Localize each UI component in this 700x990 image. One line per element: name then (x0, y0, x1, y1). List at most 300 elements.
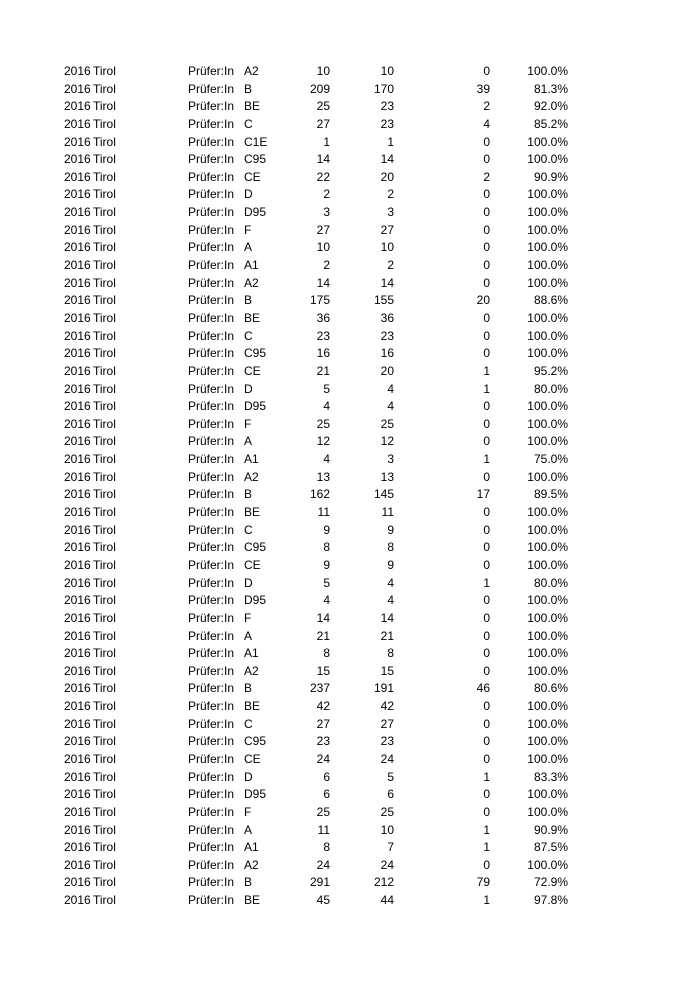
pass-rate-cell: 100.0% (527, 716, 568, 731)
failed-count-cell: 0 (483, 64, 490, 78)
table-row (0, 698, 700, 716)
role-cell: Prüfer:In (188, 751, 235, 766)
year-cell: 2016 (64, 152, 91, 167)
year-cell: 2016 (64, 699, 91, 714)
table-row (0, 116, 700, 134)
pass-rate-cell: 72.9% (533, 875, 568, 890)
role-cell: Prüfer:In (188, 222, 235, 237)
failed-count-cell: 1 (483, 822, 490, 837)
failed-count-cell: 0 (483, 152, 490, 167)
role-cell: Prüfer:In (188, 169, 235, 184)
table-row (0, 874, 700, 892)
role-cell: Prüfer:In (188, 610, 235, 625)
pass-rate-cell: 90.9% (533, 822, 568, 837)
year-cell: 2016 (64, 840, 91, 855)
table-row (0, 81, 700, 99)
license-class-cell: F (244, 222, 252, 237)
total-count-cell: 8 (323, 540, 330, 555)
year-cell: 2016 (64, 610, 91, 625)
region-cell: Tirol (93, 81, 116, 96)
table-row (0, 486, 700, 504)
year-cell: 2016 (64, 381, 91, 396)
spreadsheet-table (0, 63, 700, 910)
region-cell: Tirol (93, 804, 116, 819)
table-row (0, 151, 700, 169)
pass-rate-cell: 100.0% (527, 152, 568, 167)
table-row (0, 786, 700, 804)
year-cell: 2016 (64, 646, 91, 661)
total-count-cell: 14 (316, 275, 330, 290)
pass-rate-cell: 100.0% (527, 346, 568, 361)
license-class-cell: A2 (244, 275, 259, 290)
passed-count-cell: 10 (380, 822, 394, 837)
role-cell: Prüfer:In (188, 487, 235, 502)
passed-count-cell: 4 (387, 575, 394, 590)
passed-count-cell: 4 (387, 593, 394, 608)
pass-rate-cell: 80.0% (533, 381, 568, 396)
region-cell: Tirol (93, 857, 116, 872)
table-row (0, 539, 700, 557)
pass-rate-cell: 100.0% (527, 787, 568, 802)
region-cell: Tirol (93, 505, 116, 520)
table-row (0, 222, 700, 240)
role-cell: Prüfer:In (188, 769, 235, 784)
table-row (0, 63, 700, 81)
role-cell: Prüfer:In (188, 363, 235, 378)
total-count-cell: 162 (309, 487, 330, 502)
total-count-cell: 25 (316, 99, 330, 114)
year-cell: 2016 (64, 804, 91, 819)
license-class-cell: C95 (244, 540, 267, 555)
region-cell: Tirol (93, 469, 116, 484)
role-cell: Prüfer:In (188, 152, 235, 167)
pass-rate-cell: 83.3% (533, 769, 568, 784)
table-row (0, 98, 700, 116)
failed-count-cell: 0 (483, 646, 490, 661)
failed-count-cell: 1 (483, 769, 490, 784)
table-row (0, 239, 700, 257)
year-cell: 2016 (64, 399, 91, 414)
total-count-cell: 13 (316, 469, 330, 484)
pass-rate-cell: 97.8% (533, 893, 568, 908)
total-count-cell: 42 (316, 699, 330, 714)
region-cell: Tirol (93, 399, 116, 414)
failed-count-cell: 0 (483, 751, 490, 766)
license-class-cell: A2 (244, 663, 259, 678)
year-cell: 2016 (64, 434, 91, 449)
table-row (0, 169, 700, 187)
role-cell: Prüfer:In (188, 240, 235, 255)
table-row (0, 857, 700, 875)
year-cell: 2016 (64, 751, 91, 766)
license-class-cell: CE (244, 363, 261, 378)
region-cell: Tirol (93, 751, 116, 766)
license-class-cell: D (244, 187, 253, 202)
year-cell: 2016 (64, 328, 91, 343)
region-cell: Tirol (93, 787, 116, 802)
passed-count-cell: 155 (373, 293, 394, 308)
year-cell: 2016 (64, 522, 91, 537)
table-row (0, 610, 700, 628)
year-cell: 2016 (64, 258, 91, 273)
failed-count-cell: 0 (483, 734, 490, 749)
license-class-cell: D (244, 575, 253, 590)
region-cell: Tirol (93, 628, 116, 643)
region-cell: Tirol (93, 416, 116, 431)
role-cell: Prüfer:In (188, 840, 235, 855)
passed-count-cell: 27 (380, 716, 394, 731)
total-count-cell: 11 (317, 505, 330, 520)
license-class-cell: BE (244, 505, 261, 520)
passed-count-cell: 14 (380, 152, 394, 167)
failed-count-cell: 0 (483, 699, 490, 714)
year-cell: 2016 (64, 64, 91, 78)
failed-count-cell: 0 (483, 540, 490, 555)
year-cell: 2016 (64, 310, 91, 325)
year-cell: 2016 (64, 575, 91, 590)
failed-count-cell: 0 (483, 593, 490, 608)
total-count-cell: 237 (309, 681, 330, 696)
license-class-cell: C1E (244, 134, 268, 149)
role-cell: Prüfer:In (188, 663, 235, 678)
total-count-cell: 4 (323, 399, 330, 414)
region-cell: Tirol (93, 222, 116, 237)
failed-count-cell: 0 (483, 628, 490, 643)
total-count-cell: 5 (323, 381, 330, 396)
role-cell: Prüfer:In (188, 522, 235, 537)
pass-rate-cell: 100.0% (527, 240, 568, 255)
license-class-cell: B (244, 293, 253, 308)
failed-count-cell: 0 (483, 434, 490, 449)
failed-count-cell: 1 (483, 452, 490, 467)
license-class-cell: A (244, 628, 253, 643)
role-cell: Prüfer:In (188, 875, 235, 890)
table-row (0, 381, 700, 399)
total-count-cell: 4 (323, 452, 330, 467)
table-row (0, 804, 700, 822)
license-class-cell: BE (244, 893, 261, 908)
total-count-cell: 6 (323, 787, 330, 802)
role-cell: Prüfer:In (188, 893, 235, 908)
pass-rate-cell: 100.0% (527, 646, 568, 661)
region-cell: Tirol (93, 452, 116, 467)
total-count-cell: 27 (316, 716, 330, 731)
table-row (0, 663, 700, 681)
failed-count-cell: 79 (476, 875, 490, 890)
passed-count-cell: 212 (373, 875, 394, 890)
failed-count-cell: 0 (483, 522, 490, 537)
pass-rate-cell: 80.6% (533, 681, 568, 696)
year-cell: 2016 (64, 593, 91, 608)
table-row (0, 204, 700, 222)
role-cell: Prüfer:In (188, 452, 235, 467)
region-cell: Tirol (93, 487, 116, 502)
license-class-cell: B (244, 875, 253, 890)
total-count-cell: 3 (323, 205, 330, 220)
total-count-cell: 9 (323, 557, 330, 572)
table-row (0, 328, 700, 346)
region-cell: Tirol (93, 152, 116, 167)
license-class-cell: D95 (244, 787, 267, 802)
table-row (0, 680, 700, 698)
total-count-cell: 4 (323, 593, 330, 608)
table-row (0, 134, 700, 152)
pass-rate-cell: 100.0% (527, 205, 568, 220)
table-row (0, 557, 700, 575)
year-cell: 2016 (64, 134, 91, 149)
total-count-cell: 175 (309, 293, 330, 308)
year-cell: 2016 (64, 557, 91, 572)
role-cell: Prüfer:In (188, 293, 235, 308)
passed-count-cell: 15 (380, 663, 394, 678)
total-count-cell: 2 (323, 187, 330, 202)
pass-rate-cell: 95.2% (533, 363, 568, 378)
year-cell: 2016 (64, 857, 91, 872)
failed-count-cell: 1 (483, 381, 490, 396)
passed-count-cell: 24 (380, 751, 394, 766)
passed-count-cell: 2 (387, 258, 394, 273)
year-cell: 2016 (64, 487, 91, 502)
region-cell: Tirol (93, 822, 116, 837)
passed-count-cell: 4 (387, 381, 394, 396)
passed-count-cell: 6 (387, 787, 394, 802)
pass-rate-cell: 100.0% (527, 399, 568, 414)
license-class-cell: A1 (244, 840, 259, 855)
license-class-cell: B (244, 487, 253, 502)
region-cell: Tirol (93, 293, 116, 308)
total-count-cell: 23 (316, 328, 330, 343)
total-count-cell: 10 (316, 240, 330, 255)
year-cell: 2016 (64, 734, 91, 749)
region-cell: Tirol (93, 434, 116, 449)
year-cell: 2016 (64, 681, 91, 696)
license-class-cell: A1 (244, 258, 259, 273)
region-cell: Tirol (93, 134, 116, 149)
table-row (0, 522, 700, 540)
role-cell: Prüfer:In (188, 857, 235, 872)
pass-rate-cell: 80.0% (533, 575, 568, 590)
pass-rate-cell: 100.0% (527, 857, 568, 872)
license-class-cell: A (244, 434, 253, 449)
pass-rate-cell: 100.0% (527, 275, 568, 290)
role-cell: Prüfer:In (188, 557, 235, 572)
passed-count-cell: 3 (387, 205, 394, 220)
pass-rate-cell: 100.0% (527, 134, 568, 149)
pass-rate-cell: 100.0% (527, 540, 568, 555)
role-cell: Prüfer:In (188, 822, 235, 837)
total-count-cell: 291 (309, 875, 330, 890)
role-cell: Prüfer:In (188, 64, 235, 78)
role-cell: Prüfer:In (188, 134, 235, 149)
role-cell: Prüfer:In (188, 540, 235, 555)
failed-count-cell: 0 (483, 222, 490, 237)
region-cell: Tirol (93, 258, 116, 273)
year-cell: 2016 (64, 81, 91, 96)
passed-count-cell: 12 (380, 434, 394, 449)
failed-count-cell: 1 (483, 893, 490, 908)
table-row (0, 504, 700, 522)
license-class-cell: A1 (244, 646, 259, 661)
role-cell: Prüfer:In (188, 787, 235, 802)
pass-rate-cell: 88.6% (533, 293, 568, 308)
license-class-cell: D95 (244, 593, 267, 608)
table-row (0, 892, 700, 910)
failed-count-cell: 0 (483, 716, 490, 731)
passed-count-cell: 170 (373, 81, 394, 96)
total-count-cell: 8 (323, 646, 330, 661)
failed-count-cell: 0 (483, 663, 490, 678)
passed-count-cell: 27 (380, 222, 394, 237)
region-cell: Tirol (93, 893, 116, 908)
total-count-cell: 9 (323, 522, 330, 537)
license-class-cell: BE (244, 699, 261, 714)
year-cell: 2016 (64, 469, 91, 484)
passed-count-cell: 9 (387, 522, 394, 537)
year-cell: 2016 (64, 293, 91, 308)
year-cell: 2016 (64, 99, 91, 114)
failed-count-cell: 0 (483, 187, 490, 202)
pass-rate-cell: 100.0% (527, 222, 568, 237)
passed-count-cell: 9 (387, 557, 394, 572)
passed-count-cell: 13 (380, 469, 394, 484)
pass-rate-cell: 100.0% (527, 593, 568, 608)
total-count-cell: 11 (317, 822, 330, 837)
license-class-cell: D95 (244, 205, 267, 220)
passed-count-cell: 23 (380, 328, 394, 343)
year-cell: 2016 (64, 116, 91, 131)
role-cell: Prüfer:In (188, 258, 235, 273)
failed-count-cell: 0 (483, 310, 490, 325)
license-class-cell: F (244, 610, 252, 625)
failed-count-cell: 0 (483, 275, 490, 290)
table-row (0, 398, 700, 416)
total-count-cell: 25 (316, 804, 330, 819)
region-cell: Tirol (93, 99, 116, 114)
license-class-cell: CE (244, 169, 261, 184)
region-cell: Tirol (93, 716, 116, 731)
role-cell: Prüfer:In (188, 416, 235, 431)
role-cell: Prüfer:In (188, 628, 235, 643)
total-count-cell: 209 (309, 81, 330, 96)
failed-count-cell: 1 (483, 575, 490, 590)
region-cell: Tirol (93, 522, 116, 537)
passed-count-cell: 8 (387, 646, 394, 661)
role-cell: Prüfer:In (188, 205, 235, 220)
pass-rate-cell: 100.0% (527, 505, 568, 520)
year-cell: 2016 (64, 787, 91, 802)
region-cell: Tirol (93, 169, 116, 184)
year-cell: 2016 (64, 187, 91, 202)
total-count-cell: 10 (316, 64, 330, 78)
license-class-cell: C (244, 522, 253, 537)
year-cell: 2016 (64, 822, 91, 837)
failed-count-cell: 46 (476, 681, 490, 696)
total-count-cell: 6 (323, 769, 330, 784)
pass-rate-cell: 100.0% (527, 628, 568, 643)
pass-rate-cell: 100.0% (527, 310, 568, 325)
pass-rate-cell: 87.5% (533, 840, 568, 855)
license-class-cell: B (244, 681, 253, 696)
failed-count-cell: 0 (483, 787, 490, 802)
year-cell: 2016 (64, 875, 91, 890)
year-cell: 2016 (64, 540, 91, 555)
total-count-cell: 15 (316, 663, 330, 678)
role-cell: Prüfer:In (188, 716, 235, 731)
region-cell: Tirol (93, 205, 116, 220)
region-cell: Tirol (93, 187, 116, 202)
pass-rate-cell: 100.0% (527, 258, 568, 273)
total-count-cell: 45 (316, 893, 330, 908)
failed-count-cell: 0 (483, 505, 490, 520)
region-cell: Tirol (93, 310, 116, 325)
year-cell: 2016 (64, 663, 91, 678)
region-cell: Tirol (93, 116, 116, 131)
failed-count-cell: 17 (476, 487, 490, 502)
year-cell: 2016 (64, 505, 91, 520)
license-class-cell: D (244, 381, 253, 396)
passed-count-cell: 7 (387, 840, 394, 855)
year-cell: 2016 (64, 275, 91, 290)
region-cell: Tirol (93, 663, 116, 678)
passed-count-cell: 4 (387, 399, 394, 414)
license-class-cell: CE (244, 751, 261, 766)
license-class-cell: A (244, 822, 253, 837)
total-count-cell: 27 (316, 222, 330, 237)
failed-count-cell: 2 (483, 99, 490, 114)
passed-count-cell: 16 (380, 346, 394, 361)
passed-count-cell: 23 (380, 116, 394, 131)
year-cell: 2016 (64, 628, 91, 643)
year-cell: 2016 (64, 716, 91, 731)
failed-count-cell: 0 (483, 557, 490, 572)
year-cell: 2016 (64, 222, 91, 237)
region-cell: Tirol (93, 363, 116, 378)
year-cell: 2016 (64, 416, 91, 431)
region-cell: Tirol (93, 646, 116, 661)
role-cell: Prüfer:In (188, 81, 235, 96)
pass-rate-cell: 100.0% (527, 187, 568, 202)
region-cell: Tirol (93, 699, 116, 714)
table-row (0, 575, 700, 593)
table-row (0, 628, 700, 646)
pass-rate-cell: 100.0% (527, 751, 568, 766)
failed-count-cell: 0 (483, 258, 490, 273)
table-row (0, 275, 700, 293)
license-class-cell: A2 (244, 469, 259, 484)
role-cell: Prüfer:In (188, 328, 235, 343)
total-count-cell: 27 (316, 116, 330, 131)
year-cell: 2016 (64, 363, 91, 378)
role-cell: Prüfer:In (188, 99, 235, 114)
failed-count-cell: 0 (483, 134, 490, 149)
license-class-cell: A (244, 240, 253, 255)
passed-count-cell: 44 (380, 893, 394, 908)
passed-count-cell: 14 (380, 610, 394, 625)
pass-rate-cell: 75.0% (533, 452, 568, 467)
license-class-cell: F (244, 416, 252, 431)
table-row (0, 733, 700, 751)
table-row (0, 363, 700, 381)
license-class-cell: F (244, 804, 252, 819)
passed-count-cell: 25 (380, 416, 394, 431)
role-cell: Prüfer:In (188, 699, 235, 714)
passed-count-cell: 23 (380, 99, 394, 114)
license-class-cell: CE (244, 557, 261, 572)
role-cell: Prüfer:In (188, 381, 235, 396)
role-cell: Prüfer:In (188, 469, 235, 484)
passed-count-cell: 14 (380, 275, 394, 290)
total-count-cell: 12 (316, 434, 330, 449)
